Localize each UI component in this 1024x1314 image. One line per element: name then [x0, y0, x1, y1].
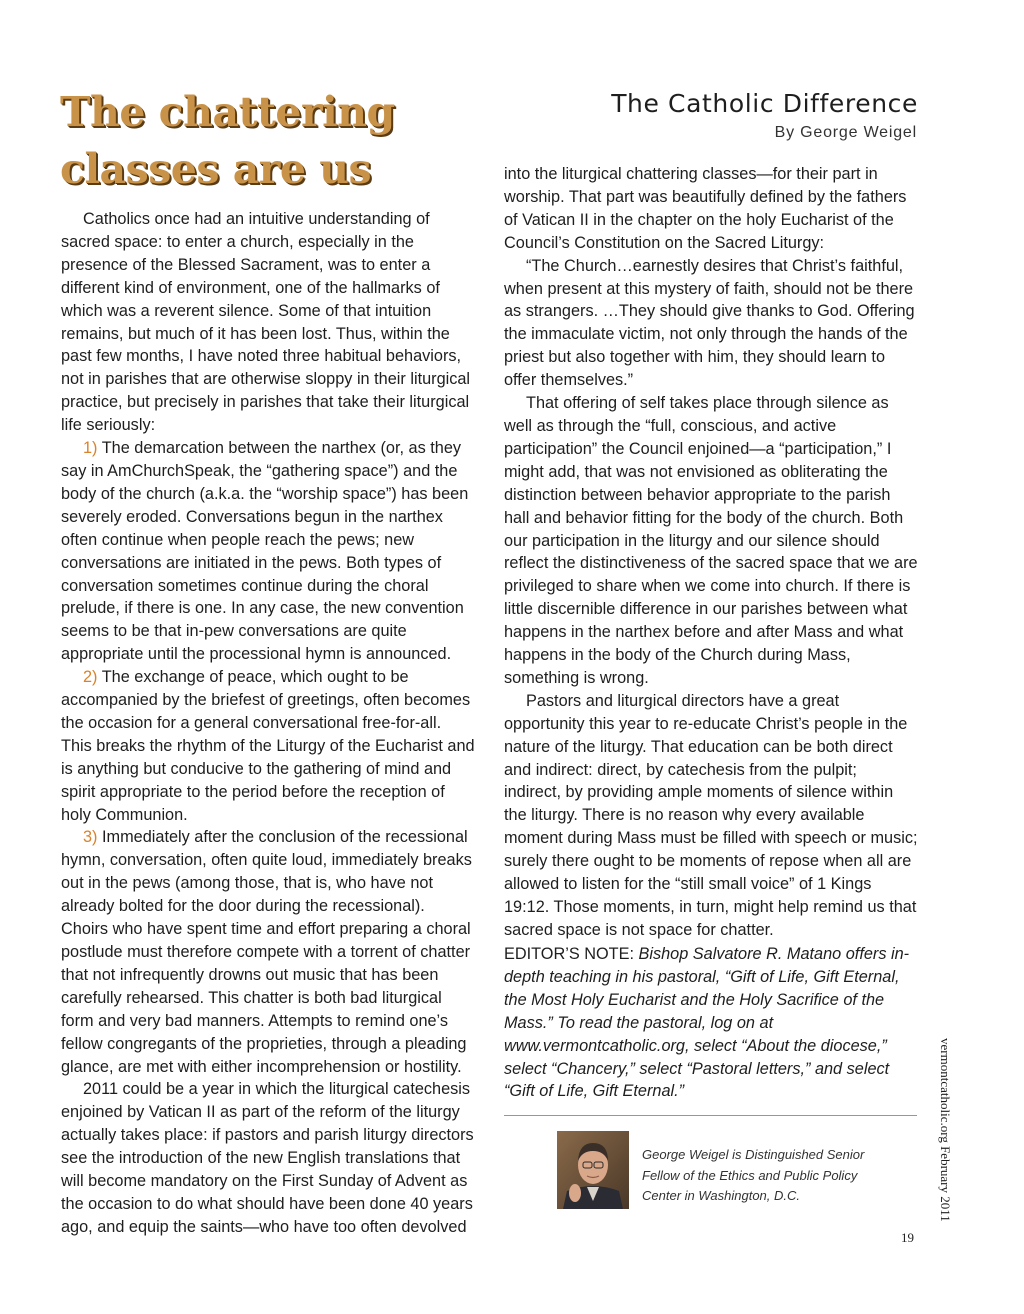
column-title: The Catholic Difference — [611, 89, 918, 118]
left-column — [61, 208, 475, 1239]
point-number-1: 1) — [83, 439, 98, 458]
side-footer-label: vermontcatholic.org February 2011 — [938, 1038, 953, 1222]
author-bio: George Weigel is Distinguished Senior Fellow of the Ethics and Public Policy Center in Washington, D.C. — [642, 1147, 865, 1203]
point-text-1: The demarcation between the narthex (or, as they say in AmChurchSpeak, the “gathering space”) and the body of the church (a.k.a. the “worship space”) has been severely eroded. Conversations begun in the narthex often continue when people reach the pews; new conversations are initiated in the pews. Both types of conversation sometimes continue during the choral prelude, if there is one. In any case, the new convention seems to be that in-pew conversations are quite appropriate until the processional hymn is announced. — [61, 439, 469, 664]
article-title — [60, 84, 480, 198]
point-text-3: Immediately after the conclusion of the recessional hymn, conversation, often quite loud, immediately breaks out in the pews (among those, that is, who have not already bolted for the door during the recessional). Choirs who have spent time and effort preparing a choral postlude must therefore compete with a torrent of chatter that not infrequently drowns out music that has been carefully rehearsed. This chatter is both bad liturgical form and very bad manners. Attempts to remind one’s fellow congregants of the proprieties, through a pleading glance, are met with either incomprehension or hostility. — [61, 828, 472, 1076]
editor-note-text: Bishop Salvatore R. Matano offers in-depth teaching in his pastoral, “Gift of Life, Gift Eternal, the Most Holy Eucharist and the Holy Sacrifice of the Mass.” To read the pastoral, log on at www.vermontcatholic.org, select “About the diocese,” select “Chancery,” select “Pastoral letters,” and select “Gift of Life, Gift Eternal.” — [504, 945, 910, 1101]
paragraph-continued: into the liturgical chattering classes—for their part in worship. That part was beautifully defined by the fathers of Vatican II in the chapter on the holy Eucharist of the Council’s Constitution on the Sacred Liturgy: — [504, 165, 907, 252]
byline: By George Weigel — [774, 124, 917, 141]
paragraph-2011: 2011 could be a year in which the liturgical catechesis enjoined by Vatican II as part of the reform of the liturgy actually takes place: if pastors and parish liturgy directors see the introduction of the new English translations that will become mandatory on the First Sunday of Advent as the occasion to do what should have been done 40 years ago, and equip the saints—who have too often devolved — [61, 1080, 474, 1236]
paragraph-quote: “The Church…earnestly desires that Christ’s faithful, when present at this mystery of faith, should not be there as strangers. …They should give thanks to God. Offering the immaculate victim, not only through the hands of the priest but also together with him, they should learn to offer themselves.” — [504, 256, 915, 390]
paragraph-point-3 — [61, 826, 475, 1078]
article-title-line-2: classes are us — [60, 145, 372, 193]
paragraph-silence: That offering of self takes place through silence as well as through the “full, conscious, and active participation” the Council enjoined—a “participation,” I might add, that was not envisioned as obliterating the distinction between behavior appropriate to the parish hall and behavior fitting for the body of the church. Both our participation in the liturgy and our silence should reflect the distinctiveness of the sacred space that we are privileged to share when we come into church. If there is little discernible difference in our parishes between what happens in the narthex before and after Mass and what happens in the body of the Church during Mass, something is wrong. — [504, 394, 918, 687]
paragraph-point-2 — [61, 666, 475, 826]
right-column — [504, 163, 918, 942]
article-title-line-1: The chattering — [60, 88, 395, 136]
divider — [504, 1115, 917, 1116]
author-photo — [557, 1131, 629, 1209]
paragraph-intro: Catholics once had an intuitive understanding of sacred space: to enter a church, especially in the presence of the Blessed Sacrament, was to enter a different kind of environment, one of the hallmarks of which was a reverent silence. Some of that intuition remains, but much of it has been lost. Thus, within the past few months, I have noted three habitual behaviors, not in parishes that are otherwise sloppy in their liturgical practice, but precisely in parishes that take their liturgical life seriously: — [61, 210, 471, 435]
point-number-2: 2) — [83, 668, 98, 687]
paragraph-pastors: Pastors and liturgical directors have a great opportunity this year to re-educate Christ’s people in the nature of the liturgy. That education can be both direct and indirect: direct, by catechesis from the pulpit; indirect, by providing ample moments of silence within the liturgy. There is no reason why every available moment during Mass must be filled with speech or music; surely there ought to be moments of repose when all are allowed to listen for the “still small voice” of 1 Kings 19:12. Those moments, in turn, might help remind us that sacred space is not space for chatter. — [504, 691, 918, 939]
point-number-3: 3) — [83, 828, 98, 847]
paragraph-point-1 — [61, 437, 475, 666]
point-text-2: The exchange of peace, which ought to be accompanied by the briefest of greetings, often becomes the occasion for a general conversational free-for-all. This breaks the rhythm of the Liturgy of the Eucharist and is anything but conducive to the gathering of mind and spirit appropriate to the period before the reception of holy Communion. — [61, 668, 475, 824]
editor-note — [504, 943, 918, 1103]
page-number: 19 — [901, 1230, 914, 1245]
editor-note-label: EDITOR’S NOTE: — [504, 945, 639, 963]
